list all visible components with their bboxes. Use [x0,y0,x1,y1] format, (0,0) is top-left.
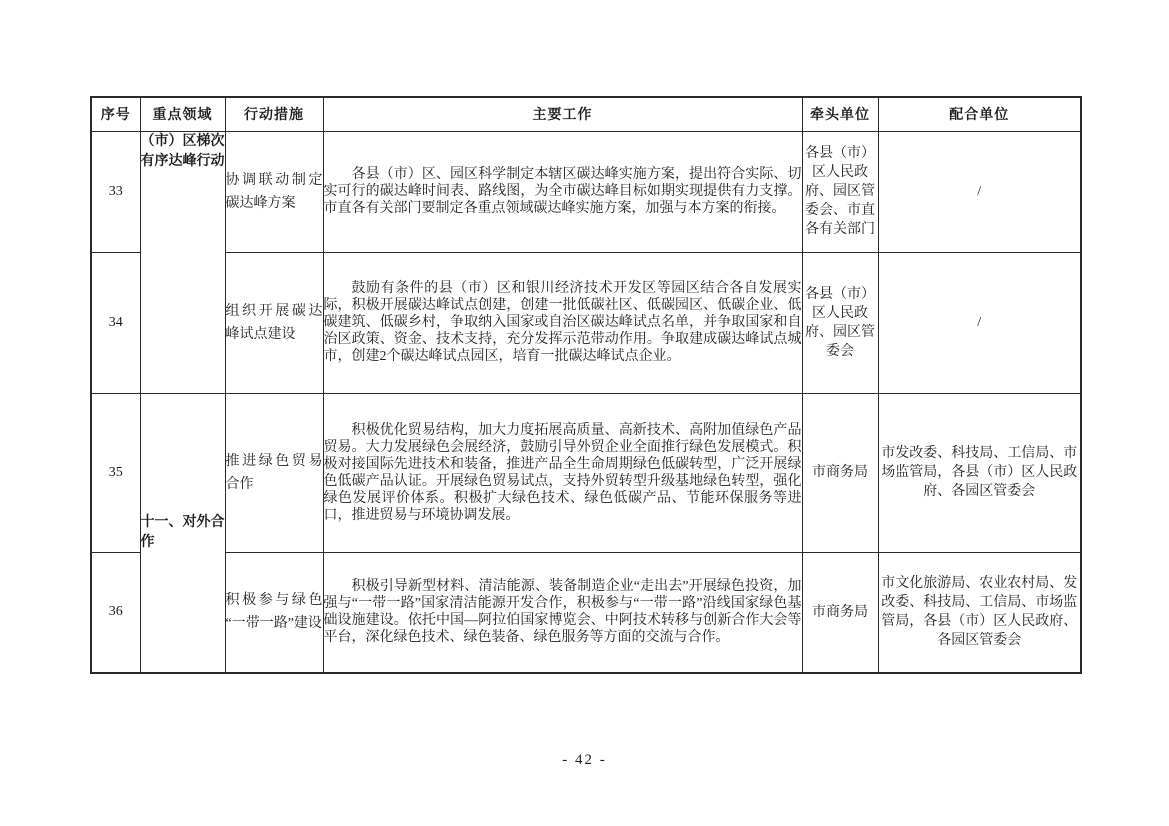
table-header-row [91,97,1081,131]
header-support: 配合单位 [878,97,1081,131]
header-seq: 序号 [91,97,140,131]
cell-support-33: / [878,131,1081,252]
table-row [91,393,1081,552]
cell-measure-33: 协调联动制定碳达峰方案 [225,131,323,252]
cell-area-group-2: 十一、对外合作 [140,393,225,673]
cell-work-34: 鼓励有条件的县（市）区和银川经济技术开发区等园区结合各自发展实际，积极开展碳达峰试点创建，创建一批低碳社区、低碳园区、低碳企业、低碳建筑、低碳乡村，争取纳入国家或自治区碳达峰试点名单，并争取国家和自治区政策、资金、技术支持，充分发挥示范带动作用。争取建成碳达峰试点城市，创建2个碳达峰试点园区，培育一批碳达峰试点企业。 [323,252,802,393]
cell-measure-35: 推进绿色贸易合作 [225,393,323,552]
cell-lead-36: 市商务局 [802,552,878,673]
cell-seq-35: 35 [91,393,140,552]
cell-lead-34: 各县（市）区人民政府、园区管委会 [802,252,878,393]
header-work: 主要工作 [323,97,802,131]
cell-seq-34: 34 [91,252,140,393]
page-number: - 42 - [562,752,607,768]
cell-area-group-1: （市）区梯次有序达峰行动 [140,131,225,393]
cell-support-35: 市发改委、科技局、工信局、市场监管局，各县（市）区人民政府、各园区管委会 [878,393,1081,552]
cell-work-35: 积极优化贸易结构，加大力度拓展高质量、高新技术、高附加值绿色产品贸易。大力发展绿色会展经济，鼓励引导外贸企业全面推行绿色发展模式。积极对接国际先进技术和装备，推进产品全生命周期绿色低碳转型，广泛开展绿色低碳产品认证。开展绿色贸易试点，支持外贸转型升级基地绿色转型，强化绿色发展评价体系。积极扩大绿色技术、绿色低碳产品、节能环保服务等进口，推进贸易与环境协调发展。 [323,393,802,552]
table-row [91,552,1081,673]
cell-lead-33: 各县（市）区人民政府、园区管委会、市直各有关部门 [802,131,878,252]
cell-seq-36: 36 [91,552,140,673]
action-plan-table [90,96,1082,674]
cell-support-36: 市文化旅游局、农业农村局、发改委、科技局、工信局、市场监管局，各县（市）区人民政府、各园区管委会 [878,552,1081,673]
cell-lead-35: 市商务局 [802,393,878,552]
header-measure: 行动措施 [225,97,323,131]
table-row [91,252,1081,393]
header-area: 重点领域 [140,97,225,131]
cell-seq-33: 33 [91,131,140,252]
cell-work-33: 各县（市）区、园区科学制定本辖区碳达峰实施方案，提出符合实际、切实可行的碳达峰时间表、路线图，为全市碳达峰目标如期实现提供有力支撑。市直各有关部门要制定各重点领域碳达峰实施方案，加强与本方案的衔接。 [323,131,802,252]
cell-measure-36: 积极参与绿色“一带一路”建设 [225,552,323,673]
table-row [91,131,1081,252]
header-lead: 牵头单位 [802,97,878,131]
cell-support-34: / [878,252,1081,393]
cell-measure-34: 组织开展碳达峰试点建设 [225,252,323,393]
cell-work-36: 积极引导新型材料、清洁能源、装备制造企业“走出去”开展绿色投资，加强与“一带一路”国家清洁能源开发合作，积极参与“一带一路”沿线国家绿色基础设施建设。依托中国—阿拉伯国家博览会、中阿技术转移与创新合作大会等平台，深化绿色技术、绿色装备、绿色服务等方面的交流与合作。 [323,552,802,673]
